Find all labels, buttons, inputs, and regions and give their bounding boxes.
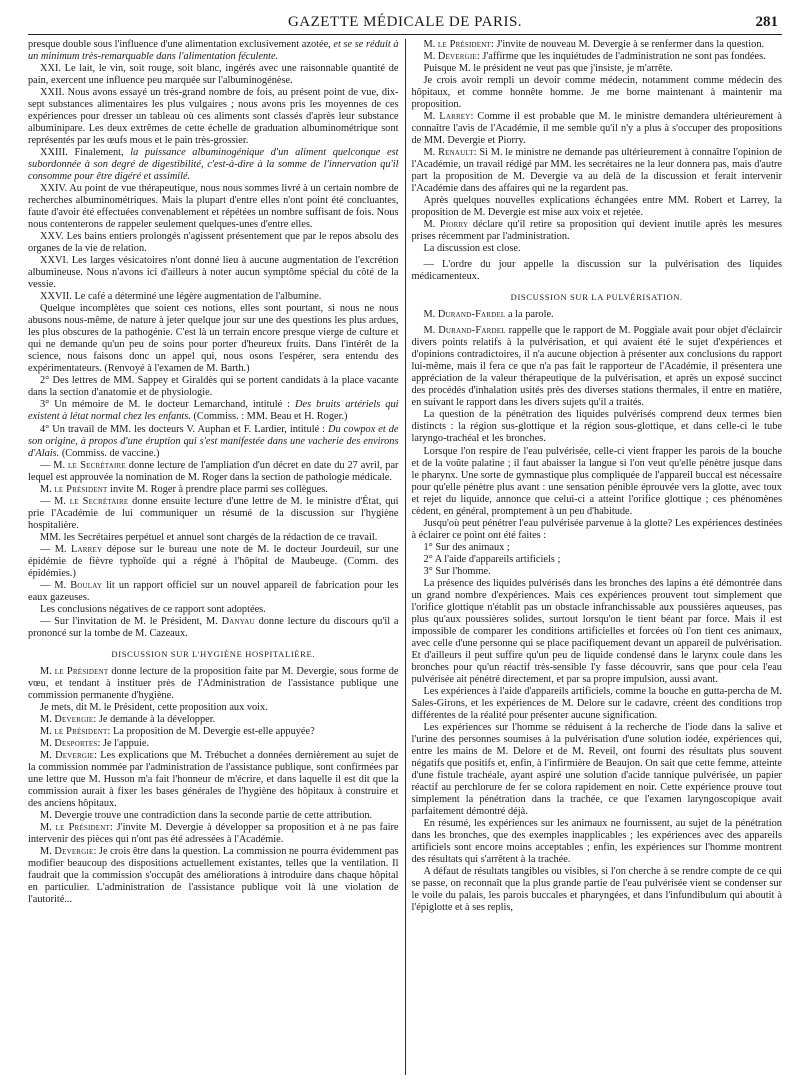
- paragraph: — Sur l'invitation de M. le Président, M. Danyau donne lecture du discours qu'il a prononcé sur la tombe de M. Cazeaux.: [28, 615, 399, 639]
- paragraph: Les expériences à l'aide d'appareils artificiels, comme la bouche en gutta-percha de M. Sales-Girons, et les expériences de M. Delore sur le cadavre, créent des conditions trop différentes de la réalité pour présenter aucune signification.: [411, 685, 782, 721]
- paragraph: M. Renault: Si M. le ministre ne demande pas ultérieurement à connaître l'opinion de l'Académie, un travail rédigé par MM. les secrétaires ne la leur donnera pas, mais d'autre part la proposition de M. Devergie va au delà de la discussion et ferait intervenir l'Académie dans des affaires qui ne la regardent pas.: [411, 147, 782, 195]
- paragraph: Quelque incomplètes que soient ces notions, elles sont pourtant, si nous ne nous abusons nous-même, de nature à jeter quelque jour sur une des questions les plus ardues, les plus obscures de la pathogénie. C'est là un terrain encore presque vierge de culture et qui ne demande qu'un peu de soins pour porter d'heureux fruits. Dans l'intérêt de la science, nous faisons donc un appel qui, nous osons l'espérer, sera entendu des expérimentateurs. (Renvoyé à l'examen de M. Barth.): [28, 303, 399, 375]
- text-columns: [28, 39, 782, 1075]
- paragraph: Jusqu'où peut pénétrer l'eau pulvérisée parvenue à la glotte? Les expériences destinées à éclairer ce point ont été faites :: [411, 517, 782, 541]
- paragraph: M. le Président invite M. Roger à prendre place parmi ses collègues.: [40, 483, 328, 495]
- list-item: 1° Sur des animaux ;: [423, 541, 510, 553]
- paragraph: M. Larrey: Comme il est probable que M. le ministre demandera ultérieurement à connaître l'avis de l'Académie, il me semble qu'il n'y a plus à s'occuper des propositions de MM. Devergie et Piorry.: [411, 111, 782, 147]
- section-heading: DISCUSSION SUR L'HYGIÈNE HOSPITALIÈRE.: [111, 648, 316, 659]
- paragraph: Puisque M. le président ne veut pas que j'insiste, je m'arrête.: [423, 63, 673, 75]
- paragraph: — M. le Secrétaire donne ensuite lecture d'une lettre de M. le ministre d'État, qui prie l'Académie de lui communiquer un résumé de la discussion sur l'hygiène hospitalière.: [28, 495, 399, 531]
- paragraph: 3° Un mémoire de M. le docteur Lemarchand, intitulé : Des bruits artériels qui existent à létat normal chez les enfants. (Commiss. : MM. Beau et H. Roger.): [28, 399, 399, 423]
- paragraph: M. le Président donne lecture de la proposition faite par M. Devergie, sous forme de vœu, et tendant à instituer près de l'Administration de l'assistance publique une commission permanente d'hygiène.: [28, 665, 399, 701]
- paragraph: — L'ordre du jour appelle la discussion sur la pulvérisation des liquides médicamenteux.: [411, 259, 782, 283]
- paragraph: M. Devergie: Les explications que M. Trébuchet a données dernièrement au sujet de la commission nommée par l'administration de l'assistance publique, sont confirmées par une lettre que M. Husson m'a fait l'honneur de m'écrire, et dans laquelle il est dit que la commission aurait à fixer les bases générales de l'hygiène des hôpitaux à construire et des anciens hôpitaux.: [28, 749, 399, 809]
- paragraph: XXIV. Au point de vue thérapeutique, nous nous sommes livré à un certain nombre de recherches albuminométriques. Mais la plupart d'entre elles n'ont point été concluantes, faute d'avoir été effectuées convenablement et répétées un nombre suffisant de fois. Nous nous contenterons de rappeler seulement quelques-unes d'entre elles.: [28, 183, 399, 231]
- paragraph: XXV. Les bains entiers prolongés n'agissent présentement que par le repos absolu des organes de la vie de relation.: [28, 231, 399, 255]
- paragraph: Les expériences sur l'homme se réduisent à la recherche de l'iode dans la salive et l'urine des personnes soumises à la pulvérisation d'une solution iodée, expériences qui, entre les mains de M. Delore et de M. Reveil, ont fourni des résultats plus souvent négatifs que positifs et, enfin, à l'infirmière de Beaujon. On sait que cette femme, atteinte d'une fistule trachéale, ayant aspiré une solution d'acide tannique pulvérisée, un papier réactif au perchlorure de fer se colora rapidement en noir. Cette expérience prouve tout simplement la pénétration dans la trachée, ce que l'examen laryngoscopique avait parfaitement démontré déjà.: [411, 721, 782, 817]
- paragraph: M. Devergie: J'affirme que les inquiétudes de l'administration ne sont pas fondées.: [423, 51, 766, 63]
- paragraph: Je crois avoir rempli un devoir comme médecin, notamment comme médecin des hôpitaux, et comme honnête homme. Je me borne maintenant à maintenir ma proposition.: [411, 75, 782, 111]
- left-column: [28, 39, 399, 1075]
- section-heading: DISCUSSION SUR LA PULVÉRISATION.: [510, 292, 683, 303]
- paragraph: XXI. Le lait, le vin, soit rouge, soit blanc, ingérés avec une raisonnable quantité de pain, exercent une influence peu marquée sur l'albuminogénèse.: [28, 63, 399, 87]
- paragraph: La question de la pénétration des liquides pulvérisés comprend deux termes bien distincts : la région sus-glottique et la région sous-glottique, et dans celle-ci le tube laryngo-trachéal et les bronches.: [411, 409, 782, 445]
- paragraph: M. Devergie trouve une contradiction dans la seconde partie de cette attribution.: [40, 809, 373, 821]
- list-item: 3° Sur l'homme.: [423, 565, 491, 577]
- paragraph: M. le Président: J'invite de nouveau M. Devergie à se renfermer dans la question.: [423, 39, 765, 50]
- paragraph: La discussion est close.: [423, 243, 521, 255]
- page-header: [28, 0, 782, 35]
- paragraph: XXVII. Le café a déterminé une légère augmentation de l'albumine.: [40, 291, 322, 303]
- paragraph: Les conclusions négatives de ce rapport sont adoptées.: [40, 603, 266, 615]
- column-rule: [405, 39, 406, 1075]
- list-item: 2° A l'aide d'appareils artificiels ;: [423, 553, 561, 565]
- paragraph: XXII. Nous avons essayé un très-grand nombre de fois, au présent point de vue, dix-sept substances alimentaires les plus vulgaires ; nous avons pris les moyennes de ces expériences pour dresser un tableau où ces aliments sont classés d'après leur substance albuminipare. Les deux extrêmes de cette échelle de graduation albuminométrique sont représentés par les œufs mous et le pain très-grossier.: [28, 87, 399, 147]
- paragraph: En résumé, les expériences sur les animaux ne fournissent, au sujet de la pénétration dans les bronches, que des exemples inapplicables ; les expériences avec des appareils artificiels sont encore moins acceptables ; enfin, les expériences sur l'homme montrent des résultats qui s'arrêtent à la trachée.: [411, 817, 782, 866]
- paragraph: MM. les Secrétaires perpétuel et annuel sont chargés de la rédaction de ce travail.: [40, 531, 378, 543]
- paragraph: M. Durand-Fardel rappelle que le rapport de M. Poggiale avait pour objet d'éclaircir divers points relatifs à la pulvérisation, et qui avaient été le sujet d'expériences et d'opinions contradictoires, il n'a aucune objection à présenter aux conclusions du rapport lui-même, mais il fera ce que n'a pas fait le rapporteur de l'Académie, il présentera une appréciation de la valeur thérapeutique de la pulvérisation, et après un exposé succinct des procédés d'inhalation usités près des diverses stations thermales, il entre en matière, en suivant le rapport dans les divers sujets qu'il a traités.: [411, 325, 782, 409]
- paragraph: 4° Un travail de MM. les docteurs V. Auphan et F. Lardier, intitulé : Du cowpox et de son origine, à propos d'une éruption qui s'est manifestée dans une vacherie des environs d'Alais. (Commiss. de vaccine.): [28, 423, 399, 459]
- paragraph: M. Piorry déclare qu'il retire sa proposition qui devient inutile après les mesures prises récemment par l'administration.: [411, 219, 782, 243]
- paragraph: Lorsque l'on respire de l'eau pulvérisée, celle-ci vient frapper les parois de la bouche et de la voûte palatine ; il faut abaisser la langue si l'on veut qu'elle pénètre jusque dans le pharynx. Une sorte de gymnastique plus compliquée de l'appareil buccal est nécessaire pour qu'elle pénètre plus avant : une sensation pénible éprouvée vers la glotte, avec toux et rejet du liquide, annonce que celui-ci a atteint l'orifice glottique ; ces phénomènes cèdent, en général, promptement à un peu d'habitude.: [411, 445, 782, 517]
- paragraph: La présence des liquides pulvérisés dans les bronches des lapins a été démontrée dans un grand nombre d'expériences. Mais ces expériences prouvent tout simplement que l'orifice glottique n'établit pas un obstacle infranchissable aux poussières aqueuses, pas plus qu'aux poussières solides, surtout lorsqu'on le tient béant par force. Mais il est impossible de comparer les conditions artificielles et forcées où l'on tient ces animaux, avec celle d'une personne qui se place pacifiquement devant un appareil de pulvérisation. Et d'ailleurs il peut suffire qu'un peu de liquide condensé dans le larynx coule dans les bronches pour qu'un réactif très-sensible l'y fasse découvrir, sans que pour cela l'eau pulvérisée ait pénétré directement, et par sa propre impulsion, aussi avant.: [411, 577, 782, 685]
- right-column: [411, 39, 782, 1075]
- paragraph: presque double sous l'influence d'une alimentation exclusivement azotée, et se se réduit à un minimum très-remarquable dans l'alimentation féculente.: [28, 39, 399, 63]
- paragraph: M. Durand-Fardel a la parole.: [423, 309, 554, 321]
- paragraph: — M. le Secrétaire donne lecture de l'ampliation d'un décret en date du 27 avril, par lequel est approuvée la nomination de M. Roger dans la section de pathologie médicale.: [28, 459, 399, 483]
- paragraph: XXIII. Finalement, la puissance albuminogénique d'un aliment quelconque est subordonnée à son degré de digestibilité, c'est-à-dire à la somme de l'innervation qu'il consomme pour être digéré et assimilé.: [28, 147, 399, 183]
- paragraph: M. Desportes: Je l'appuie.: [40, 737, 150, 749]
- journal-title: GAZETTE MÉDICALE DE PARIS.: [287, 14, 523, 30]
- paragraph: Après quelques nouvelles explications échangées entre MM. Robert et Larrey, la proposition de M. Devergie est mise aux voix et rejetée.: [411, 195, 782, 219]
- page-number: 281: [755, 14, 778, 30]
- paragraph: M. le Président: La proposition de M. Devergie est-elle appuyée?: [40, 725, 315, 737]
- paragraph: Je mets, dit M. le Président, cette proposition aux voix.: [40, 701, 268, 713]
- paragraph: 2° Des lettres de MM. Sappey et Giraldès qui se portent candidats à la place vacante dans la section d'anatomie et de physiologie.: [28, 375, 399, 399]
- paragraph: M. Devergie: Je demande à la développer.: [40, 713, 216, 725]
- paragraph: — M. Larrey dépose sur le bureau une note de M. le docteur Jourdeuil, sur une épidémie de fièvre typhoïde qui a régné à l'hôpital de Maubeuge. (Comm. des épidémies.): [28, 543, 399, 579]
- paragraph: — M. Boulay lit un rapport officiel sur un nouvel appareil de fabrication pour les eaux gazeuses.: [28, 579, 399, 603]
- paragraph: XXVI. Les larges vésicatoires n'ont donné lieu à aucune augmentation de l'excrétion albumineuse. Nous n'avons ici d'ailleurs à noter aucun symptôme spécial du côté de la vessie.: [28, 255, 399, 291]
- paragraph: M. le Président: J'invite M. Devergie à développer sa proposition et à ne pas faire intervenir des pièces qui n'ont pas été adressées à l'Académie.: [28, 822, 399, 846]
- paragraph: M. Devergie: Je crois être dans la question. La commission ne pourra évidemment pas modifier beaucoup des dispositions actuellement existantes, telles que la ventilation. Il faudrait que la commission s'occupât des améliorations à introduire dans chaque hôpital en particulier. L'administration de l'assistance publique voit là une violation de l'autorité...: [28, 846, 399, 906]
- paragraph: A défaut de résultats tangibles ou visibles, si l'on cherche à se rendre compte de ce qui se passe, on reconnaît que la plus grande partie de l'eau pulvérisée vient se condenser sur le voile du palais, les parois buccales et pharyngées, et dans l'infundibulum qui aboutit à l'épiglotte et à ses replis,: [411, 866, 782, 914]
